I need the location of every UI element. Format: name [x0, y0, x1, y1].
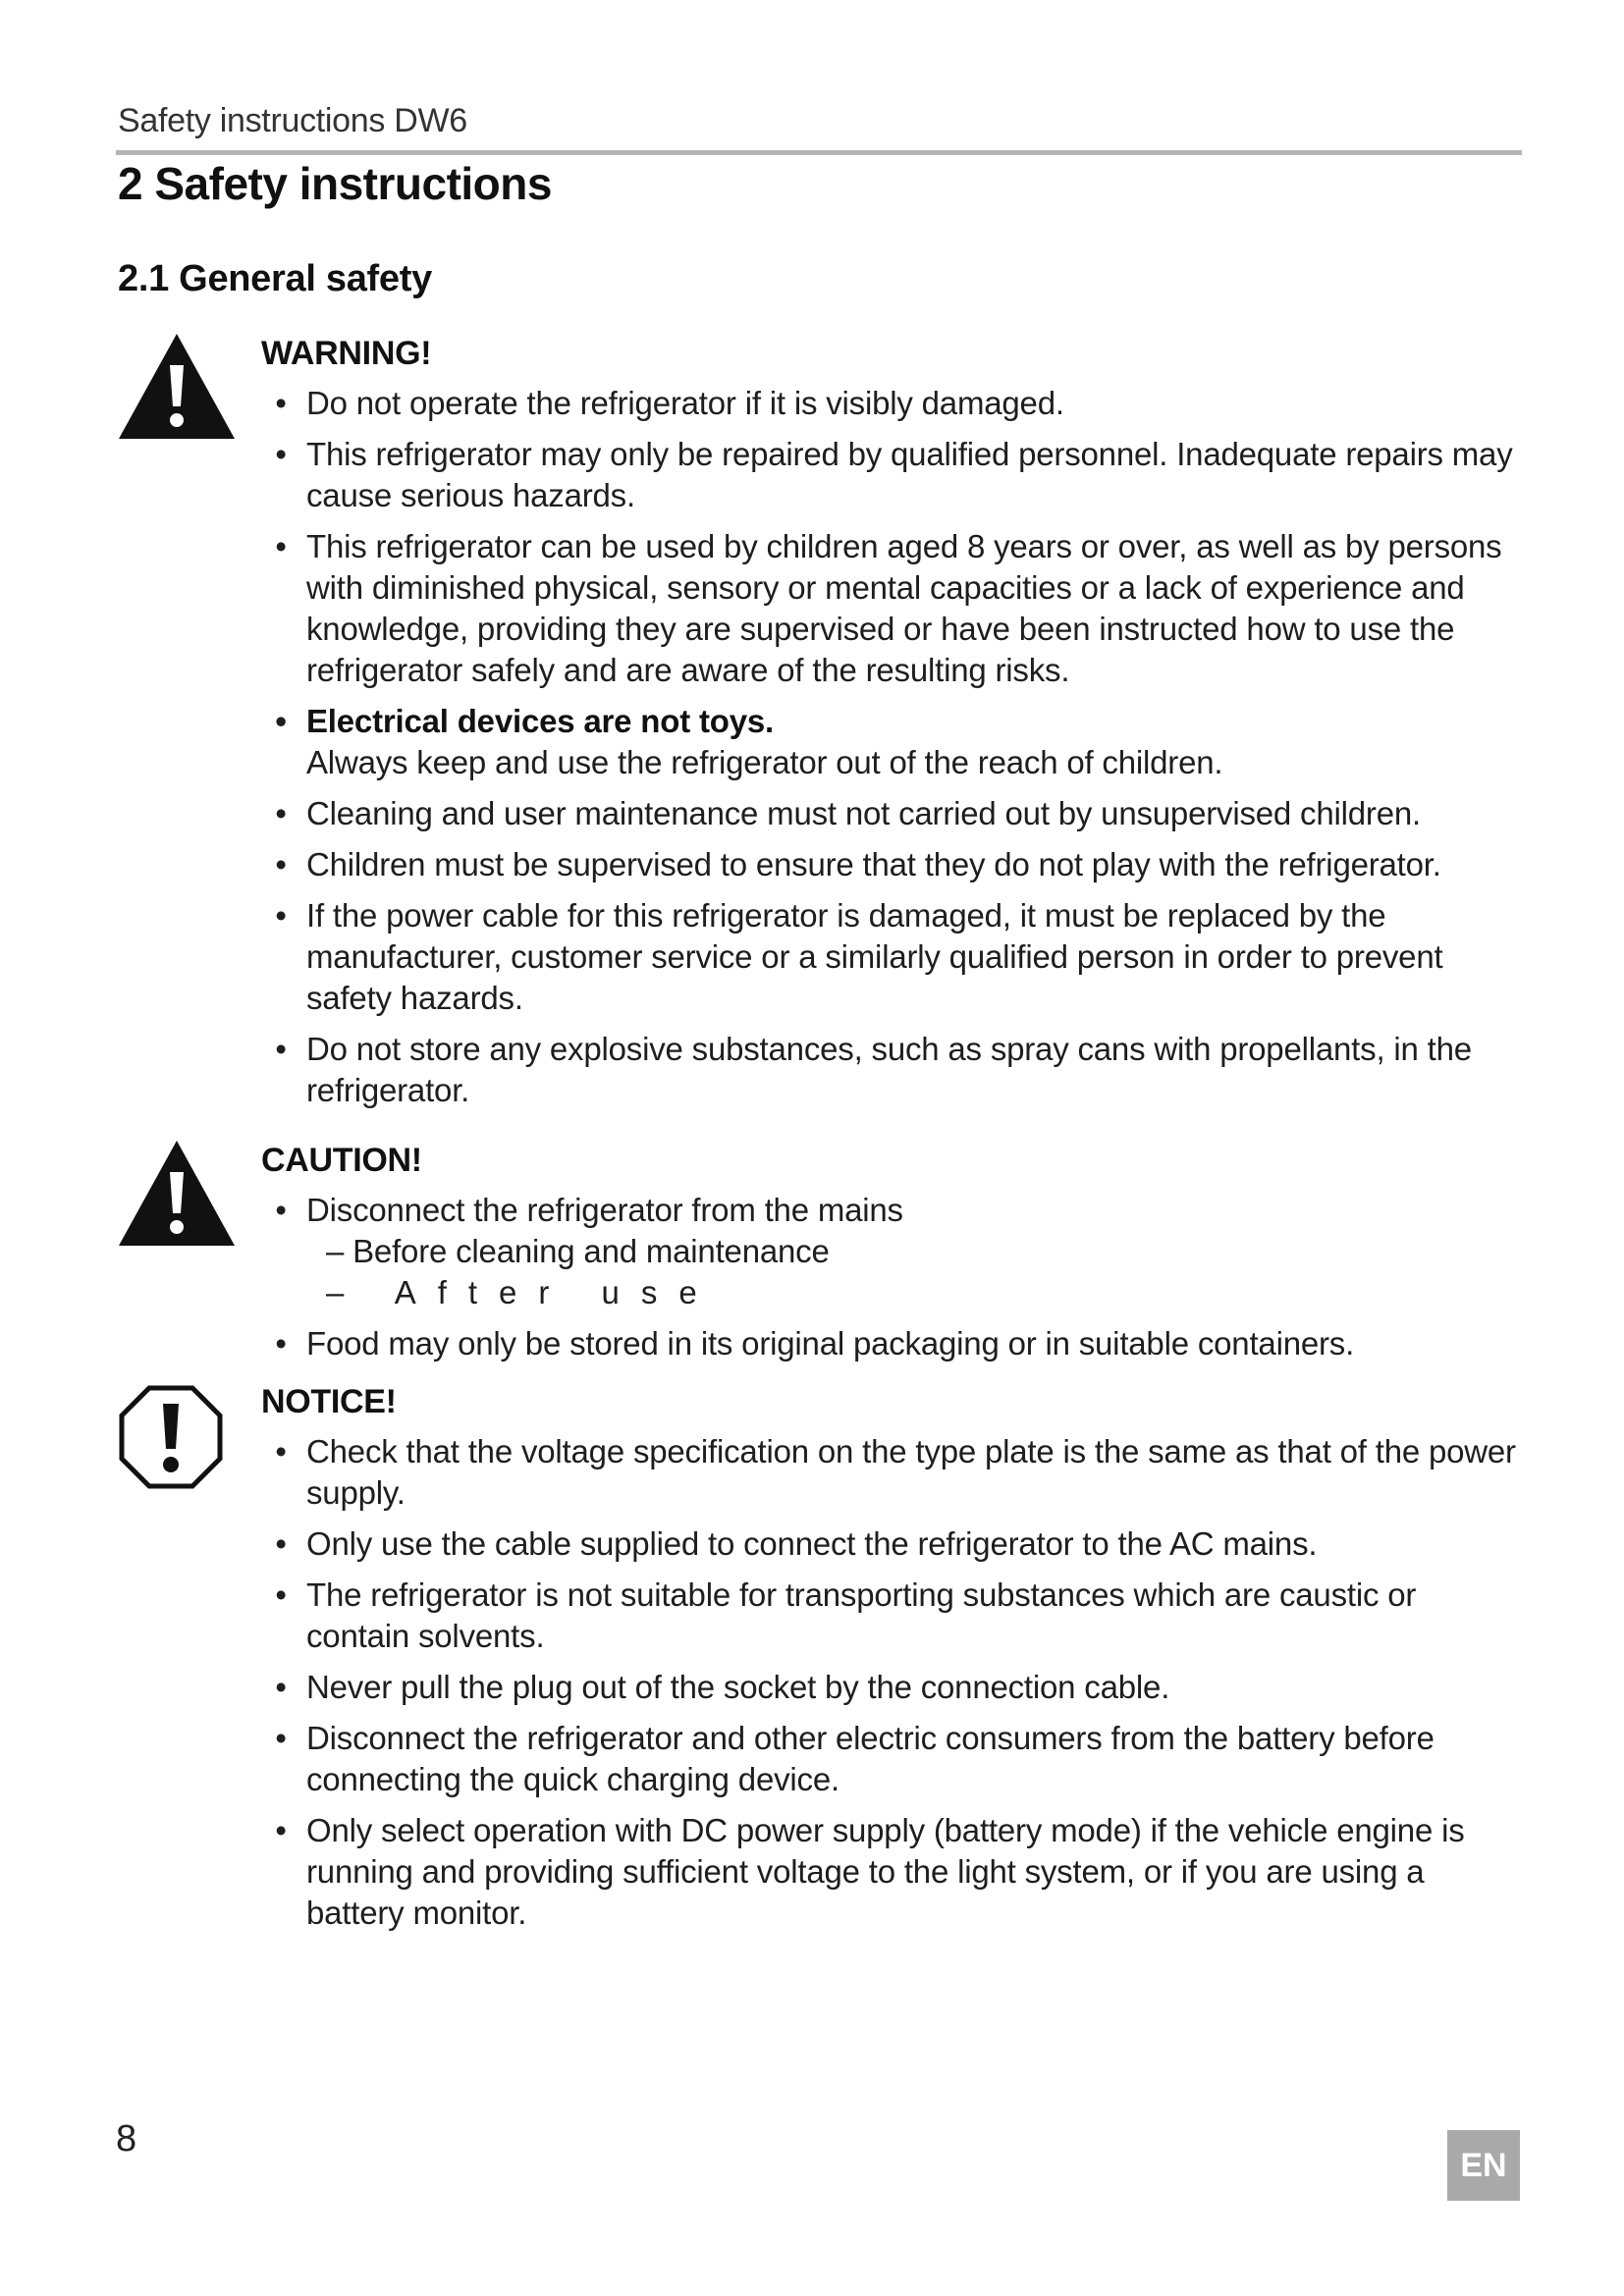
item-text: Never pull the plug out of the socket by the connection cable. — [306, 1669, 1170, 1705]
item-text: Food may only be stored in its original packaging or in suitable containers. — [306, 1325, 1355, 1362]
warning-list — [261, 383, 1528, 1111]
caution-list — [261, 1190, 1528, 1364]
list-item — [261, 1029, 1528, 1111]
sub-item-text: – After use — [326, 1274, 719, 1310]
list-item — [261, 793, 1528, 834]
item-text: Check that the voltage specification on the type plate is the same as that of the power supply. — [306, 1433, 1516, 1511]
bullet: • — [275, 385, 287, 421]
bullet: • — [275, 897, 287, 934]
item-text: The refrigerator is not suitable for transporting substances which are caustic or contain solvents. — [306, 1576, 1417, 1654]
notice-content — [261, 1378, 1528, 1944]
bullet: • — [275, 1031, 287, 1067]
running-header: Safety instructions DW6 — [118, 102, 467, 139]
bullet: • — [275, 1433, 287, 1469]
item-text: Children must be supervised to ensure that they do not play with the refrigerator. — [306, 846, 1441, 882]
item-text: Always keep and use the refrigerator out of the reach of children. — [306, 744, 1223, 780]
bullet: • — [275, 1720, 287, 1756]
item-text: This refrigerator can be used by children aged 8 years or over, as well as by persons with diminished physical, sensory or mental capacities or a lack of experience and knowledge, providing they are supervised or have been instructed how to use the refrigerator safely and are aware of the resulting risks. — [306, 528, 1502, 688]
item-text: Do not store any explosive substances, such as spray cans with propellants, in the refrigerator. — [306, 1031, 1472, 1108]
notice-list — [261, 1431, 1528, 1934]
bullet: • — [275, 1576, 287, 1613]
item-text: Disconnect the refrigerator and other electric consumers from the battery before connecting the quick charging device. — [306, 1720, 1435, 1797]
list-item — [261, 434, 1528, 516]
warning-triangle-icon — [116, 330, 238, 442]
section-title: 2.1 General safety — [118, 258, 432, 299]
bullet: • — [275, 703, 287, 739]
caution-block — [116, 1137, 1530, 1372]
item-text: If the power cable for this refrigerator is damaged, it must be replaced by the manufacturer, customer service or a similarly qualified person in order to prevent safety hazards. — [306, 897, 1443, 1016]
warning-block — [116, 330, 1530, 1115]
item-heading: Electrical devices are not toys. — [306, 703, 774, 739]
item-text: Only select operation with DC power supply (battery mode) if the vehicle engine is running and providing sufficient voltage to the light system, or if you are using a battery monitor. — [306, 1812, 1465, 1931]
list-item — [261, 1718, 1528, 1800]
bullet: • — [275, 1192, 287, 1228]
list-item — [261, 844, 1528, 885]
bullet: • — [275, 1812, 287, 1848]
chapter-title: 2 Safety instructions — [118, 158, 552, 209]
header-rule — [116, 150, 1522, 155]
bullet: • — [275, 436, 287, 472]
warning-content — [261, 330, 1528, 1121]
page-number: 8 — [116, 2118, 137, 2160]
list-item — [261, 1323, 1528, 1364]
list-item — [261, 1431, 1528, 1514]
list-item — [261, 1667, 1528, 1708]
bullet: • — [275, 1669, 287, 1705]
list-item — [261, 1190, 1528, 1313]
sub-item-text: – Before cleaning and maintenance — [326, 1233, 830, 1269]
caution-content — [261, 1137, 1528, 1374]
bullet: • — [275, 795, 287, 831]
notice-title: NOTICE! — [261, 1383, 397, 1420]
item-text: Do not operate the refrigerator if it is visibly damaged. — [306, 385, 1064, 421]
list-item — [261, 895, 1528, 1019]
notice-octagon-icon — [118, 1384, 224, 1490]
bullet: • — [275, 846, 287, 882]
item-text: Disconnect the refrigerator from the mains — [306, 1192, 903, 1228]
bullet: • — [275, 1325, 287, 1362]
item-text: Only use the cable supplied to connect the refrigerator to the AC mains. — [306, 1525, 1318, 1562]
list-item — [261, 1575, 1528, 1657]
list-item — [261, 701, 1528, 783]
item-text: Cleaning and user maintenance must not carried out by unsupervised children. — [306, 795, 1421, 831]
language-badge: EN — [1447, 2130, 1520, 2201]
notice-block — [116, 1378, 1530, 1967]
list-item — [261, 1810, 1528, 1934]
list-item — [261, 526, 1528, 691]
item-text: This refrigerator may only be repaired by qualified personnel. Inadequate repairs may cause serious hazards. — [306, 436, 1513, 513]
bullet: • — [275, 528, 287, 564]
caution-title: CAUTION! — [261, 1142, 422, 1179]
warning-triangle-icon — [116, 1137, 238, 1249]
list-item — [261, 383, 1528, 424]
list-item — [261, 1523, 1528, 1565]
bullet: • — [275, 1525, 287, 1562]
warning-title: WARNING! — [261, 335, 432, 372]
